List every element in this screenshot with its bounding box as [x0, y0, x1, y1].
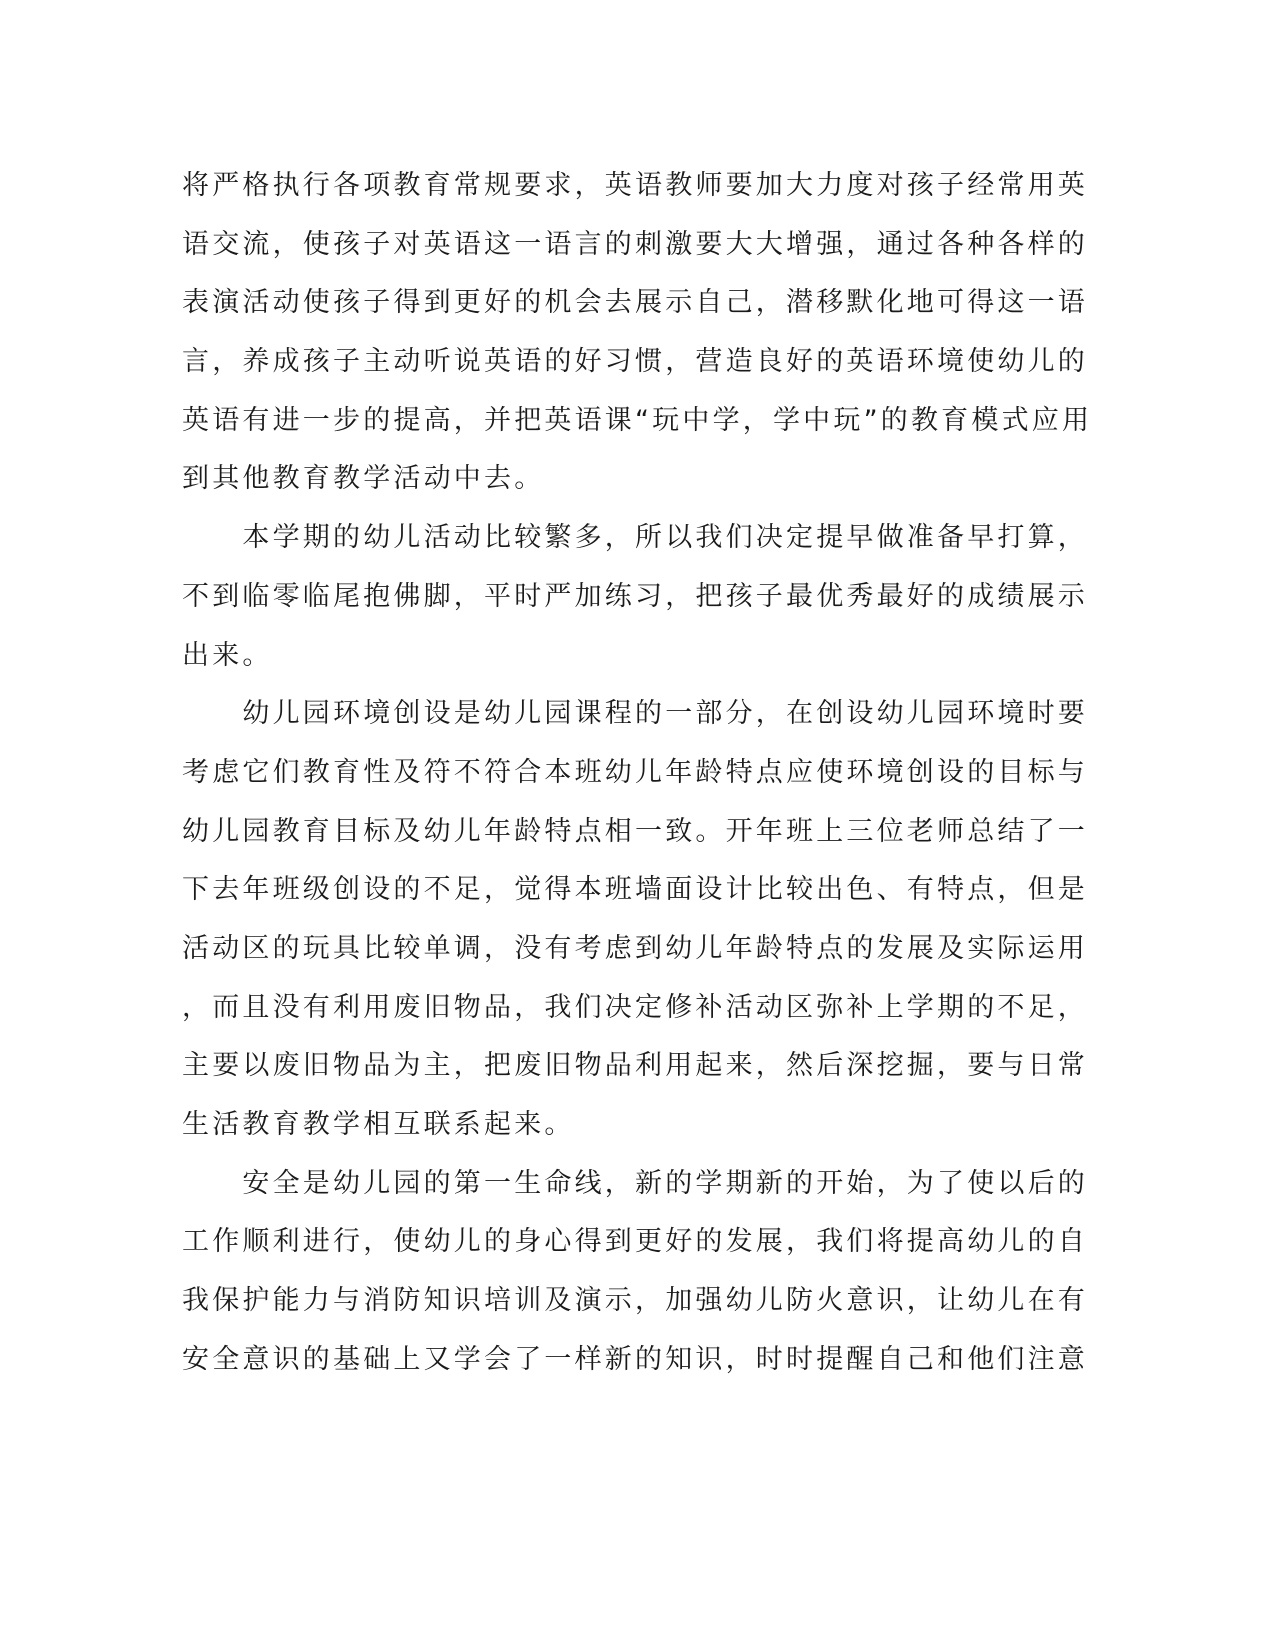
body-text [182, 157, 1093, 1389]
text-line: 出来。 [182, 639, 273, 671]
text-line: 将严格执行各项教育常规要求，英语教师要加大力度对孩子经常用英 [182, 170, 1088, 201]
text-line: 不到临零临尾抱佛脚，平时严加练习，把孩子最优秀最好的成绩展示 [182, 580, 1088, 612]
text-line: 幼儿园环境创设是幼儿园课程的一部分，在创设幼儿园环境时要 [182, 698, 1088, 730]
text-line: 幼儿园教育目标及幼儿年龄特点相一致。开年班上三位老师总结了一 [182, 815, 1088, 847]
text-line: 下去年班级创设的不足，觉得本班墙面设计比较出色、有特点，但是 [182, 874, 1088, 906]
text-line: 语交流，使孩子对英语这一语言的刺激要大大增强，通过各种各样的 [182, 228, 1088, 260]
text-line: 到其他教育教学活动中去。 [182, 463, 545, 495]
text-line: 活动区的玩具比较单调，没有考虑到幼儿年龄特点的发展及实际运用 [182, 932, 1088, 964]
text-line: 主要以废旧物品为主，把废旧物品利用起来，然后深挖掘，要与日常 [182, 1050, 1088, 1082]
text-line: 言，养成孩子主动听说英语的好习惯，营造良好的英语环境使幼儿的 [182, 346, 1088, 378]
text-line: 工作顺利进行，使幼儿的身心得到更好的发展，我们将提高幼儿的自 [182, 1226, 1088, 1258]
text-line: ，而且没有利用废旧物品，我们决定修补活动区弥补上学期的不足， [182, 991, 1088, 1023]
text-line: 本学期的幼儿活动比较繁多，所以我们决定提早做准备早打算， [182, 522, 1088, 554]
text-line: 英语有进一步的提高，并把英语课“玩中学，学中玩”的教育模式应用 [182, 404, 1093, 436]
text-line: 我保护能力与消防知识培训及演示，加强幼儿防火意识，让幼儿在有 [182, 1285, 1088, 1317]
text-line: 安全是幼儿园的第一生命线，新的学期新的开始，为了使以后的 [182, 1167, 1088, 1199]
text-line: 生活教育教学相互联系起来。 [182, 1109, 575, 1140]
text-line: 表演活动使孩子得到更好的机会去展示自己，潜移默化地可得这一语 [182, 287, 1088, 319]
text-line: 安全意识的基础上又学会了一样新的知识，时时提醒自己和他们注意 [182, 1343, 1088, 1375]
text-line: 考虑它们教育性及符不符合本班幼儿年龄特点应使环境创设的目标与 [182, 756, 1088, 788]
